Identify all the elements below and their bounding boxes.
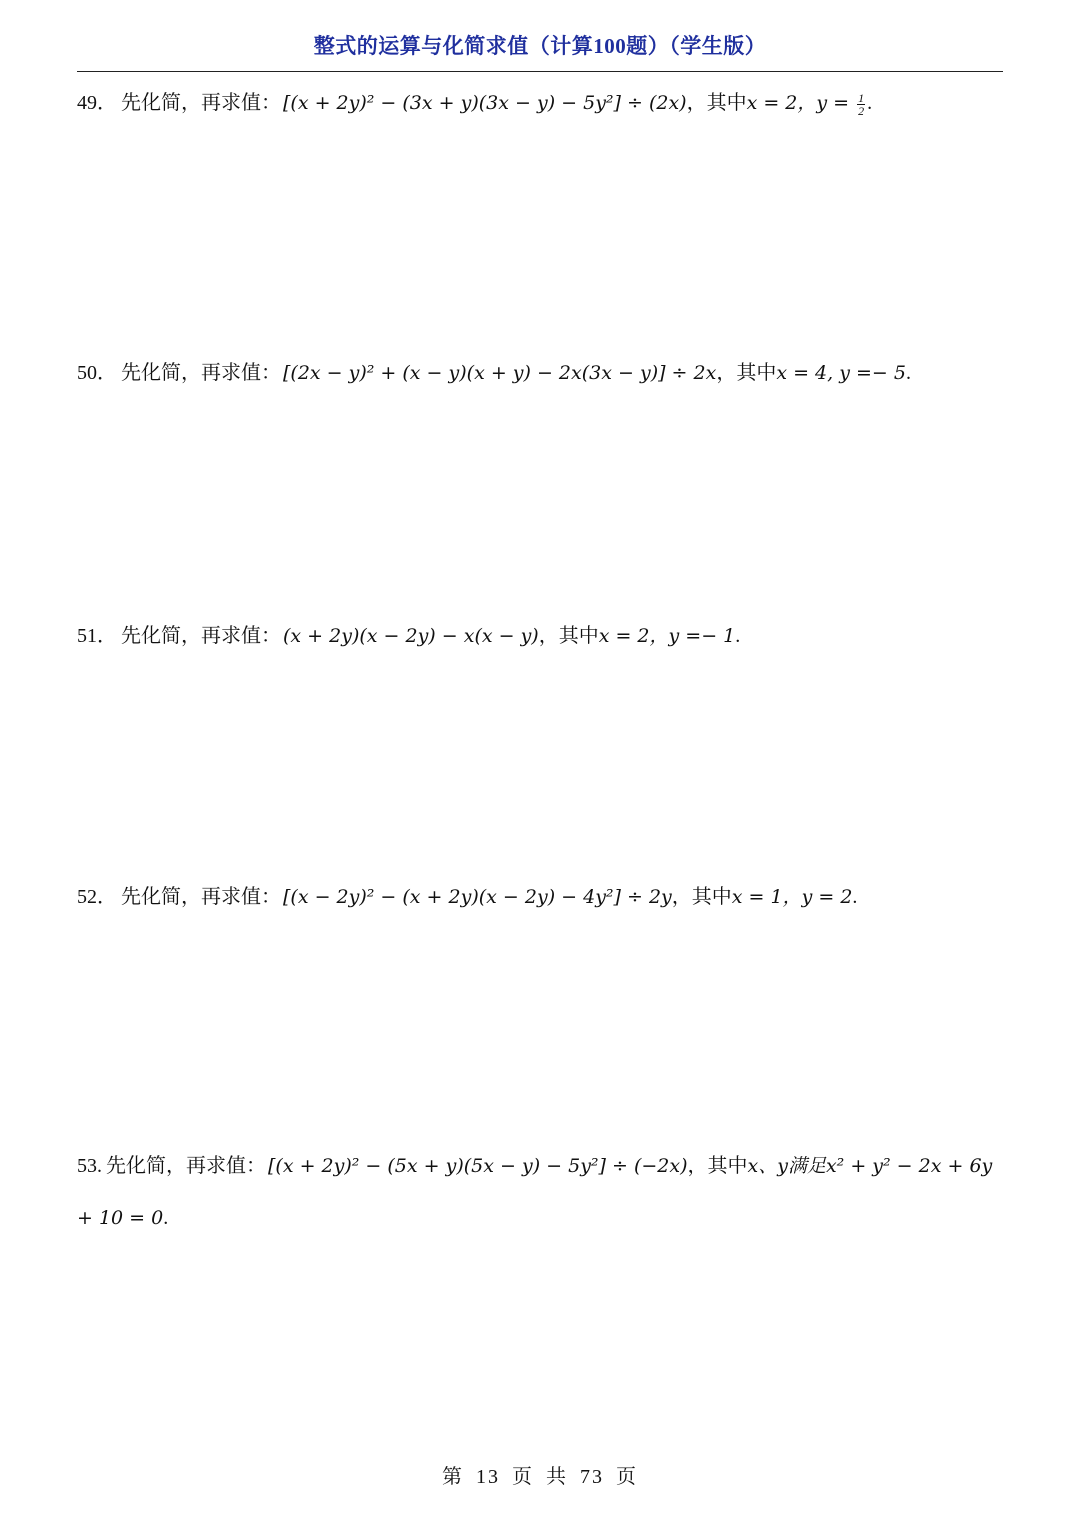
problem-end: .: [163, 1207, 169, 1229]
fraction-numerator: 1: [858, 90, 865, 105]
fraction-value: [857, 92, 865, 117]
condition-prefix: ，其中: [671, 886, 732, 908]
problem-expression: (x + 2y)(x − 2y) − x(x − y): [283, 625, 539, 647]
problem-instruction: 先化简，再求值：: [106, 1155, 266, 1177]
footer-label: 页: [616, 1466, 638, 1488]
problem-condition: x = 2，y =− 1: [598, 625, 736, 647]
condition-prefix: ，其中: [686, 92, 747, 114]
problem-number: 49．: [77, 92, 117, 114]
problem-number: 53.: [77, 1155, 102, 1177]
problem-number: 50．: [77, 362, 117, 384]
current-page-number: 13: [476, 1466, 500, 1488]
problem-instruction: 先化简，再求值：: [121, 362, 281, 384]
header-divider: [77, 71, 1003, 72]
problem-49: [77, 88, 1007, 118]
problem-expression: [(x − 2y)² − (x + 2y)(x − 2y) − 4y²] ÷ 2y: [283, 886, 672, 908]
problem-condition: x = 4, y =− 5: [776, 362, 906, 384]
problem-number: 52．: [77, 886, 117, 908]
problem-number: 51．: [77, 625, 117, 647]
problem-end: .: [867, 92, 873, 114]
footer-label: 共: [546, 1466, 568, 1488]
problem-51: [77, 621, 1007, 651]
footer-label: 第: [442, 1466, 464, 1488]
page-title: 整式的运算与化简求值（计算100题）（学生版）: [313, 34, 767, 58]
problem-instruction: 先化简，再求值：: [121, 92, 281, 114]
problem-condition: x = 1，y = 2: [731, 886, 853, 908]
total-page-number: 73: [580, 1466, 604, 1488]
condition-prefix: ，其中: [687, 1155, 748, 1177]
problem-condition: x、y满足x² + y² − 2x + 6y + 10 = 0: [77, 1155, 993, 1229]
problem-expression: [(x + 2y)² − (3x + y)(3x − y) − 5y²] ÷ (2x): [283, 92, 687, 114]
condition-prefix: ，其中: [716, 362, 777, 384]
fraction-denominator: 2: [858, 103, 865, 118]
condition-prefix: ，其中: [538, 625, 599, 647]
page-footer: [0, 1460, 1080, 1489]
problem-end: .: [905, 362, 911, 384]
problem-50: [77, 358, 1007, 388]
problem-52: [77, 882, 1007, 912]
problem-expression: [(2x − y)² + (x − y)(x + y) − 2x(3x − y)] ÷ 2x: [283, 362, 717, 384]
problem-53: [77, 1140, 1007, 1244]
problem-end: .: [852, 886, 858, 908]
problem-instruction: 先化简，再求值：: [121, 625, 281, 647]
problem-condition: x = 2，y =: [746, 92, 856, 114]
problem-end: .: [735, 625, 741, 647]
problem-instruction: 先化简，再求值：: [121, 886, 281, 908]
footer-label: 页: [512, 1466, 534, 1488]
problem-expression: [(x + 2y)² − (5x + y)(5x − y) − 5y²] ÷ (−2x): [268, 1155, 688, 1177]
